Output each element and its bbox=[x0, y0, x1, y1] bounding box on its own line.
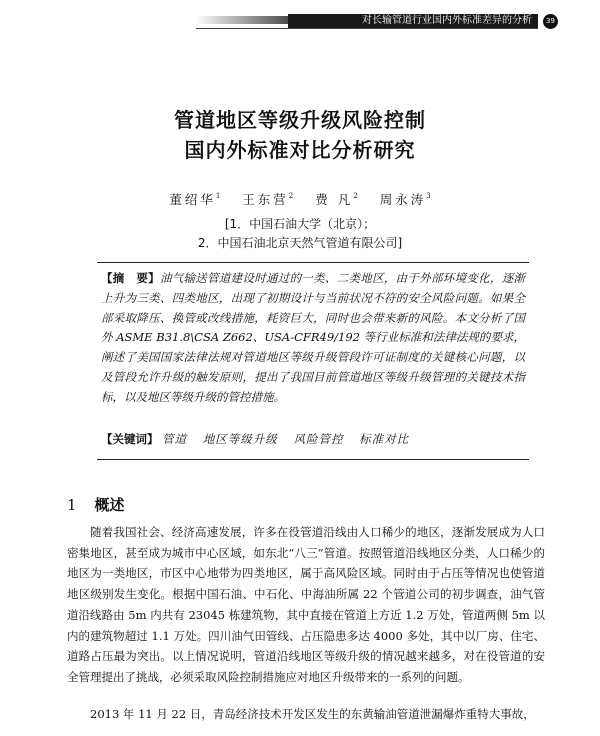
abstract-text bbox=[101, 269, 525, 408]
abstract-box bbox=[97, 262, 529, 460]
running-title: 对长输管道行业国内外标准差异的分析 bbox=[362, 15, 532, 26]
running-header-band bbox=[288, 14, 538, 28]
abstract-label: 【摘 要】 bbox=[101, 271, 160, 285]
header-rule bbox=[196, 28, 538, 29]
keyword: 标准对比 bbox=[359, 432, 410, 446]
page-mark: 39 bbox=[543, 14, 558, 29]
paper-title-line-2: 国内外标准对比分析研究 bbox=[184, 138, 416, 162]
section-number: 1 bbox=[67, 496, 77, 514]
author: 费 凡$^2$ bbox=[315, 192, 358, 207]
author: 董绍华$^1$ bbox=[169, 192, 221, 207]
section-heading bbox=[67, 494, 125, 515]
body-paragraph: 2013 年 11 月 22 日，青岛经济技术开发区发生的东黄输油管道泄漏爆炸重特大事故， bbox=[90, 707, 535, 721]
author: 周永涛$^3$ bbox=[379, 192, 431, 207]
keyword: 地区等级升级 bbox=[202, 432, 278, 446]
body-paragraph: 随着我国社会、经济高速发展，许多在役管道沿线由人口稀少的地区，逐渐发展成为人口密集地区，甚至成为城市中心区域，如东北“八三”管道。按照管道沿线地区分类，人口稀少的地区为一类地区，市区中心地带为四类地区，属于高风险区域。同时由于占压等情况也使管道地区级别发生变化。根据中国石油、中石化、中海油所属 22 个管道公司的初步调查，油气管道沿线路由 5m 内共有 23045 栋建筑物，其中直接在管道上方近 1.2 万处，管道两侧 5m 以内的建筑物超过 1.1 万处。四川油气田管线、占压隐患多达 4000 多处，其中以厂房、住宅、道路占压最为突出。以上情况说明，管道沿线地区等级升级的情况越来越多，对在役管道的安全管理提出了挑战，必须采取风险控制措施应对地区升级带来的一系列的问题。 bbox=[67, 525, 545, 684]
section-title: 概述 bbox=[94, 496, 125, 514]
keywords-label: 【关键词】 bbox=[101, 432, 159, 446]
keyword: 管道 bbox=[162, 432, 188, 446]
abstract-body: 油气输送管道建设时通过的一类、二类地区，由于外部环境变化，逐渐上升为三类、四类地区，出现了初期设计与当前状况不符的安全风险问题。如果全部采取降压、换管或改线措施，耗资巨大，同时也会带来新的风险。本文分析了国外 ASME B31.8\CSA Z662、USA-CFR49/192 等行业标准和法律法规的要求，阐述了美国国家法律法规对管道地区等级升级管段许可证制度的关键核心问题，以及管段允许升级的触发原则，提出了我国目前管道地区等级升级管理的关键技术指标，以及地区等级升级的管控措施。 bbox=[101, 271, 526, 404]
keywords bbox=[101, 431, 421, 447]
affiliation-line-1: [1．中国石油大学（北京）； bbox=[224, 217, 376, 231]
affiliation-line-2: 2．中国石油北京天然气管道有限公司] bbox=[197, 236, 403, 250]
author-list bbox=[0, 190, 600, 208]
author: 王东营$^2$ bbox=[242, 192, 294, 207]
keyword: 风险管控 bbox=[293, 432, 344, 446]
header-decoration bbox=[196, 16, 288, 24]
paper-title-line-1: 管道地区等级升级风险控制 bbox=[174, 108, 426, 132]
